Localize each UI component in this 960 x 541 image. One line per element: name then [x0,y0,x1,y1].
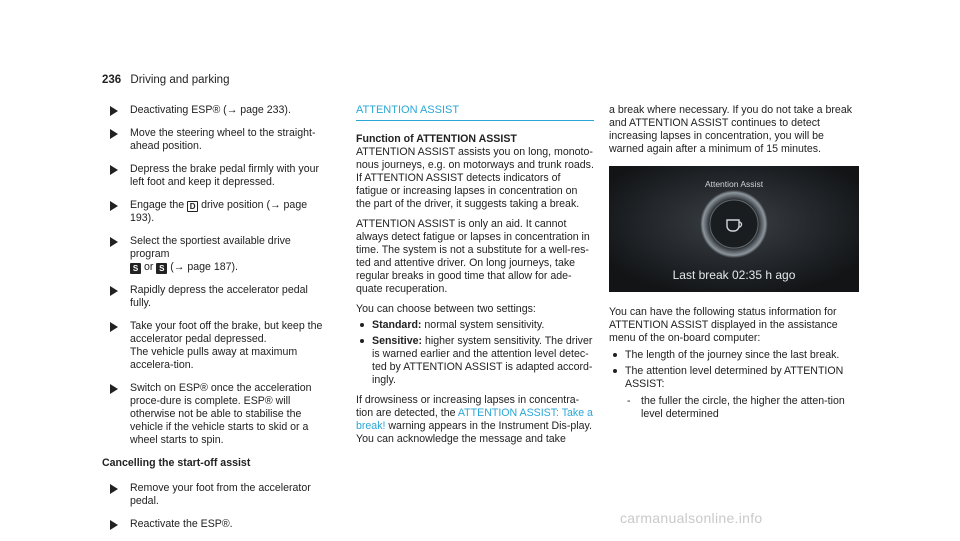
section-heading: ATTENTION ASSIST [356,104,594,121]
step-item: Engage the D drive position (→ page 193). [102,199,328,225]
list-item: The length of the journey since the last break. [609,349,859,362]
list-item: Sensitive: higher system sensitivity. The driver is warned earlier and the attention level detec-ted by ATTENTION ASSIST is adapted accord-ingly. [356,335,594,387]
middle-column [356,104,594,453]
step-arrow-icon [110,384,118,394]
step-arrow-icon [110,165,118,175]
drive-d-icon: D [187,201,198,212]
paragraph: You can choose between two settings: [356,303,536,315]
paragraph: You can have the following status information for ATTENTION ASSIST displayed in the assistance menu of the on-board computer: [609,306,838,344]
step-arrow-icon [110,201,118,211]
sub-list-item: - the fuller the circle, the higher the atten-tion level determined [627,395,845,420]
step-item: Take your foot off the brake, but keep the accelerator pedal depressed. The vehicle pulls away at maximum accelera-tion. [102,320,328,372]
left-column [102,104,328,541]
step-arrow-icon [110,520,118,530]
last-break-readout: Last break 02:35 h ago [672,268,796,282]
step-arrow-icon [110,106,118,116]
step-item: Select the sportiest available drive program S or S (→ page 187). [102,235,328,274]
step-item: Depress the brake pedal firmly with your left foot and keep it depressed. [102,163,328,189]
step-arrow-icon [110,286,118,296]
cancel-heading: Cancelling the start-off assist [102,457,251,469]
watermark: carmanualsonline.info [620,510,763,526]
page-header [102,74,229,86]
step-arrow-icon [110,129,118,139]
display-message: ATTENTION ASSIST: Take a break! [356,407,593,432]
step-item: Reactivate the ESP®. [102,518,328,531]
paragraph: If drowsiness or increasing lapses in concentra-tion are detected, the ATTENTION ASSIST: Take a break! warning appears in the Instrument Dis-play. You can acknowledge the message and take [356,394,593,445]
step-arrow-icon [110,237,118,247]
list-item: The attention level determined by ATTENTION ASSIST: [609,365,859,391]
paragraph: ATTENTION ASSIST assists you on long, monoto-nous journeys, e.g. on motorways and trunk roads. If ATTENTION ASSIST detects indicators of fatigue or increasing lapses in concentration on the part of the driver, it suggests taking a break. [356,146,594,210]
step-item: Move the steering wheel to the straight-ahead position. [102,127,328,153]
section-title: Driving and parking [130,74,230,86]
function-heading: Function of ATTENTION ASSIST [356,133,517,145]
step-item: Rapidly depress the accelerator pedal fully. [102,284,328,310]
paragraph: ATTENTION ASSIST is only an aid. It cannot always detect fatigue or lapses in concentration in time. The system is not a substitute for a well-res-ted and attentive driver. On long journeys, take regular breaks in good time that allow for ade-quate recuperation. [356,218,590,295]
paragraph: a break where necessary. If you do not take a break and ATTENTION ASSIST continues to detect increasing lapses in concentration, you will be warned again after a minimum of 15 minutes. [609,104,853,155]
step-item: Deactivating ESP® (→ page 233). [102,104,328,117]
instrument-display-photo [609,166,859,292]
step-item: Remove your foot from the accelerator pedal. [102,482,328,508]
right-column [609,104,859,421]
page-number: 236 [102,74,122,86]
step-arrow-icon [110,484,118,494]
step-arrow-icon [110,322,118,332]
step-item: Switch on ESP® once the acceleration proce-dure is complete. ESP® will otherwise not be able to stabilise the vehicle if the vehicle starts to skid or a wheel starts to spin. [102,382,328,447]
sport-plus-s-icon: S [156,263,167,274]
photo-title: Attention Assist [704,179,764,189]
sport-s-icon: S [130,263,141,274]
list-item: Standard: normal system sensitivity. [356,319,594,332]
